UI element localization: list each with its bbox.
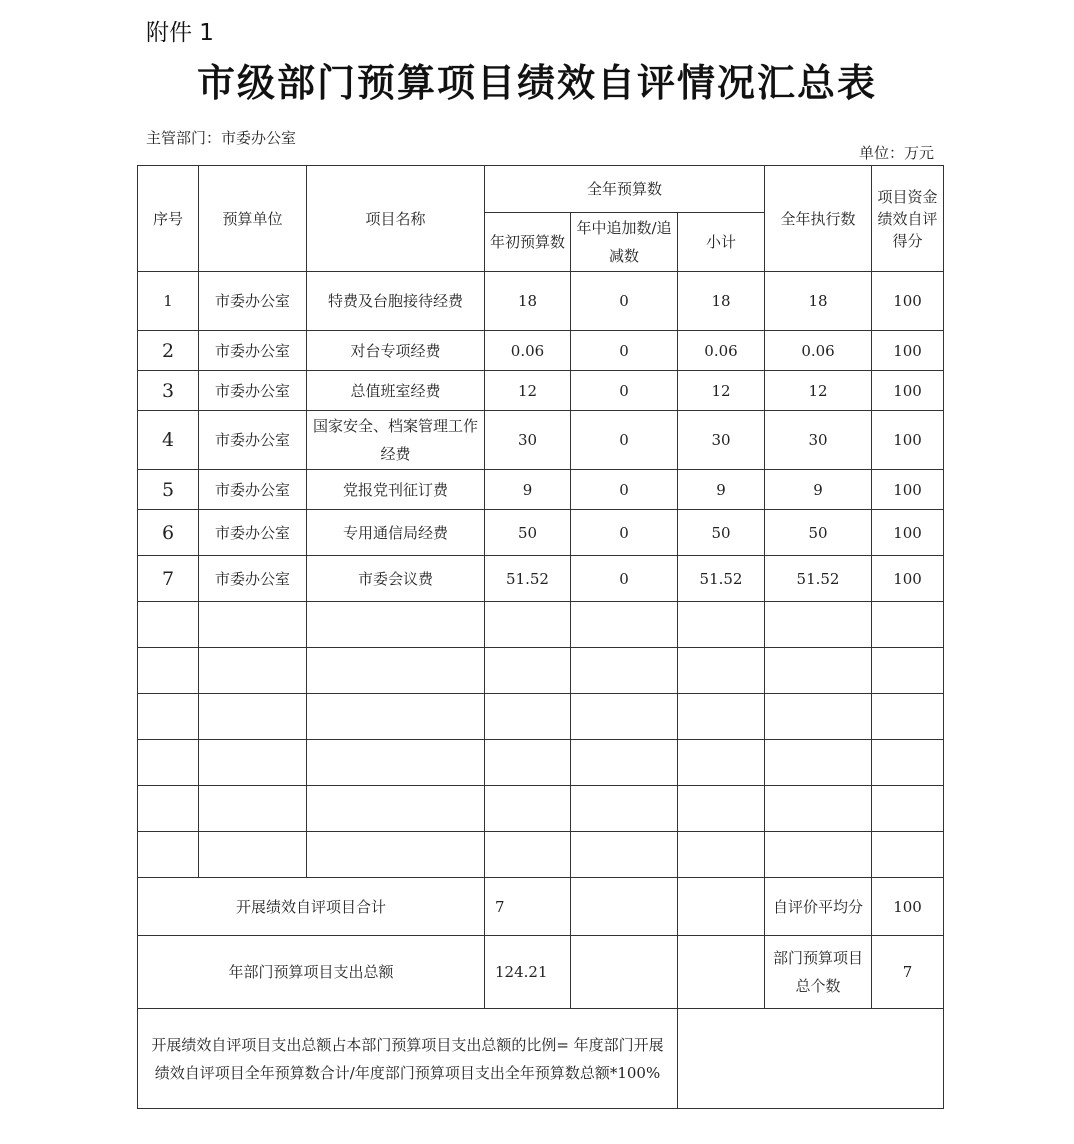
row-project: 国家安全、档案管理工作经费 [307, 411, 485, 470]
row-score: 100 [872, 510, 944, 556]
row-initial: 9 [485, 470, 571, 510]
row-unit: 市委办公室 [199, 470, 307, 510]
row-subtotal: 51.52 [678, 556, 765, 602]
empty-row [138, 694, 944, 740]
row-initial: 30 [485, 411, 571, 470]
row-score: 100 [872, 331, 944, 371]
row-seq: 1 [138, 272, 199, 331]
count-value: 7 [485, 878, 571, 936]
count-label: 开展绩效自评项目合计 [138, 878, 485, 936]
avg-label: 自评价平均分 [765, 878, 872, 936]
row-execution: 50 [765, 510, 872, 556]
header-score: 项目资金绩效自评得分 [872, 166, 944, 272]
row-seq: 6 [138, 510, 199, 556]
row-execution: 0.06 [765, 331, 872, 371]
row-unit: 市委办公室 [199, 556, 307, 602]
row-subtotal: 0.06 [678, 331, 765, 371]
row-project: 总值班室经费 [307, 371, 485, 411]
empty-row [138, 602, 944, 648]
row-adjust: 0 [571, 371, 678, 411]
row-adjust: 0 [571, 411, 678, 470]
row-project: 对台专项经费 [307, 331, 485, 371]
row-subtotal: 50 [678, 510, 765, 556]
summary-count-row [138, 878, 944, 936]
row-unit: 市委办公室 [199, 371, 307, 411]
empty-row [138, 832, 944, 878]
row-adjust: 0 [571, 556, 678, 602]
row-seq: 4 [138, 411, 199, 470]
row-subtotal: 9 [678, 470, 765, 510]
summary-total-row [138, 936, 944, 1009]
row-score: 100 [872, 470, 944, 510]
row-execution: 9 [765, 470, 872, 510]
total-value: 124.21 [485, 936, 571, 1009]
header-adjust: 年中追加数/追减数 [571, 213, 678, 272]
row-score: 100 [872, 272, 944, 331]
row-adjust: 0 [571, 470, 678, 510]
row-seq: 7 [138, 556, 199, 602]
row-seq: 5 [138, 470, 199, 510]
row-initial: 12 [485, 371, 571, 411]
row-adjust: 0 [571, 272, 678, 331]
row-execution: 12 [765, 371, 872, 411]
row-project: 党报党刊征订费 [307, 470, 485, 510]
page-title: 市级部门预算项目绩效自评情况汇总表 [196, 60, 877, 105]
attachment-label: 附件 1 [146, 20, 214, 46]
header-project: 项目名称 [307, 166, 485, 272]
row-project: 市委会议费 [307, 556, 485, 602]
row-subtotal: 12 [678, 371, 765, 411]
header-initial: 年初预算数 [485, 213, 571, 272]
row-subtotal: 30 [678, 411, 765, 470]
header-subtotal: 小计 [678, 213, 765, 272]
avg-value: 100 [872, 878, 944, 936]
row-adjust: 0 [571, 331, 678, 371]
dept-count-label: 部门预算项目总个数 [765, 936, 872, 1009]
row-unit: 市委办公室 [199, 272, 307, 331]
ratio-note: 开展绩效自评项目支出总额占本部门预算项目支出总额的比例= 年度部门开展绩效自评项目全年预算数合计/年度部门预算项目支出全年预算数总额*100% [138, 1009, 678, 1109]
row-execution: 30 [765, 411, 872, 470]
total-label: 年部门预算项目支出总额 [138, 936, 485, 1009]
row-project: 特费及台胞接待经费 [307, 272, 485, 331]
row-seq: 3 [138, 371, 199, 411]
header-seq: 序号 [138, 166, 199, 272]
row-initial: 0.06 [485, 331, 571, 371]
table-row [138, 331, 944, 371]
row-initial: 51.52 [485, 556, 571, 602]
row-unit: 市委办公室 [199, 331, 307, 371]
summary-ratio-row [138, 1009, 944, 1109]
header-annual-budget: 全年预算数 [485, 166, 765, 213]
empty-row [138, 786, 944, 832]
row-score: 100 [872, 411, 944, 470]
summary-table [137, 165, 944, 1109]
row-execution: 51.52 [765, 556, 872, 602]
table-row [138, 556, 944, 602]
row-score: 100 [872, 371, 944, 411]
row-execution: 18 [765, 272, 872, 331]
table-row [138, 411, 944, 470]
row-subtotal: 18 [678, 272, 765, 331]
header-execution: 全年执行数 [765, 166, 872, 272]
empty-row [138, 648, 944, 694]
empty-row [138, 740, 944, 786]
row-seq: 2 [138, 331, 199, 371]
row-initial: 18 [485, 272, 571, 331]
row-project: 专用通信局经费 [307, 510, 485, 556]
row-adjust: 0 [571, 510, 678, 556]
table-row [138, 272, 944, 331]
row-unit: 市委办公室 [199, 411, 307, 470]
row-score: 100 [872, 556, 944, 602]
dept-count-value: 7 [872, 936, 944, 1009]
table-row [138, 371, 944, 411]
department-label: 主管部门：市委办公室 [146, 129, 297, 147]
table-row [138, 510, 944, 556]
header-unit: 预算单位 [199, 166, 307, 272]
table-row [138, 470, 944, 510]
row-unit: 市委办公室 [199, 510, 307, 556]
unit-label: 单位：万元 [858, 144, 934, 162]
row-initial: 50 [485, 510, 571, 556]
